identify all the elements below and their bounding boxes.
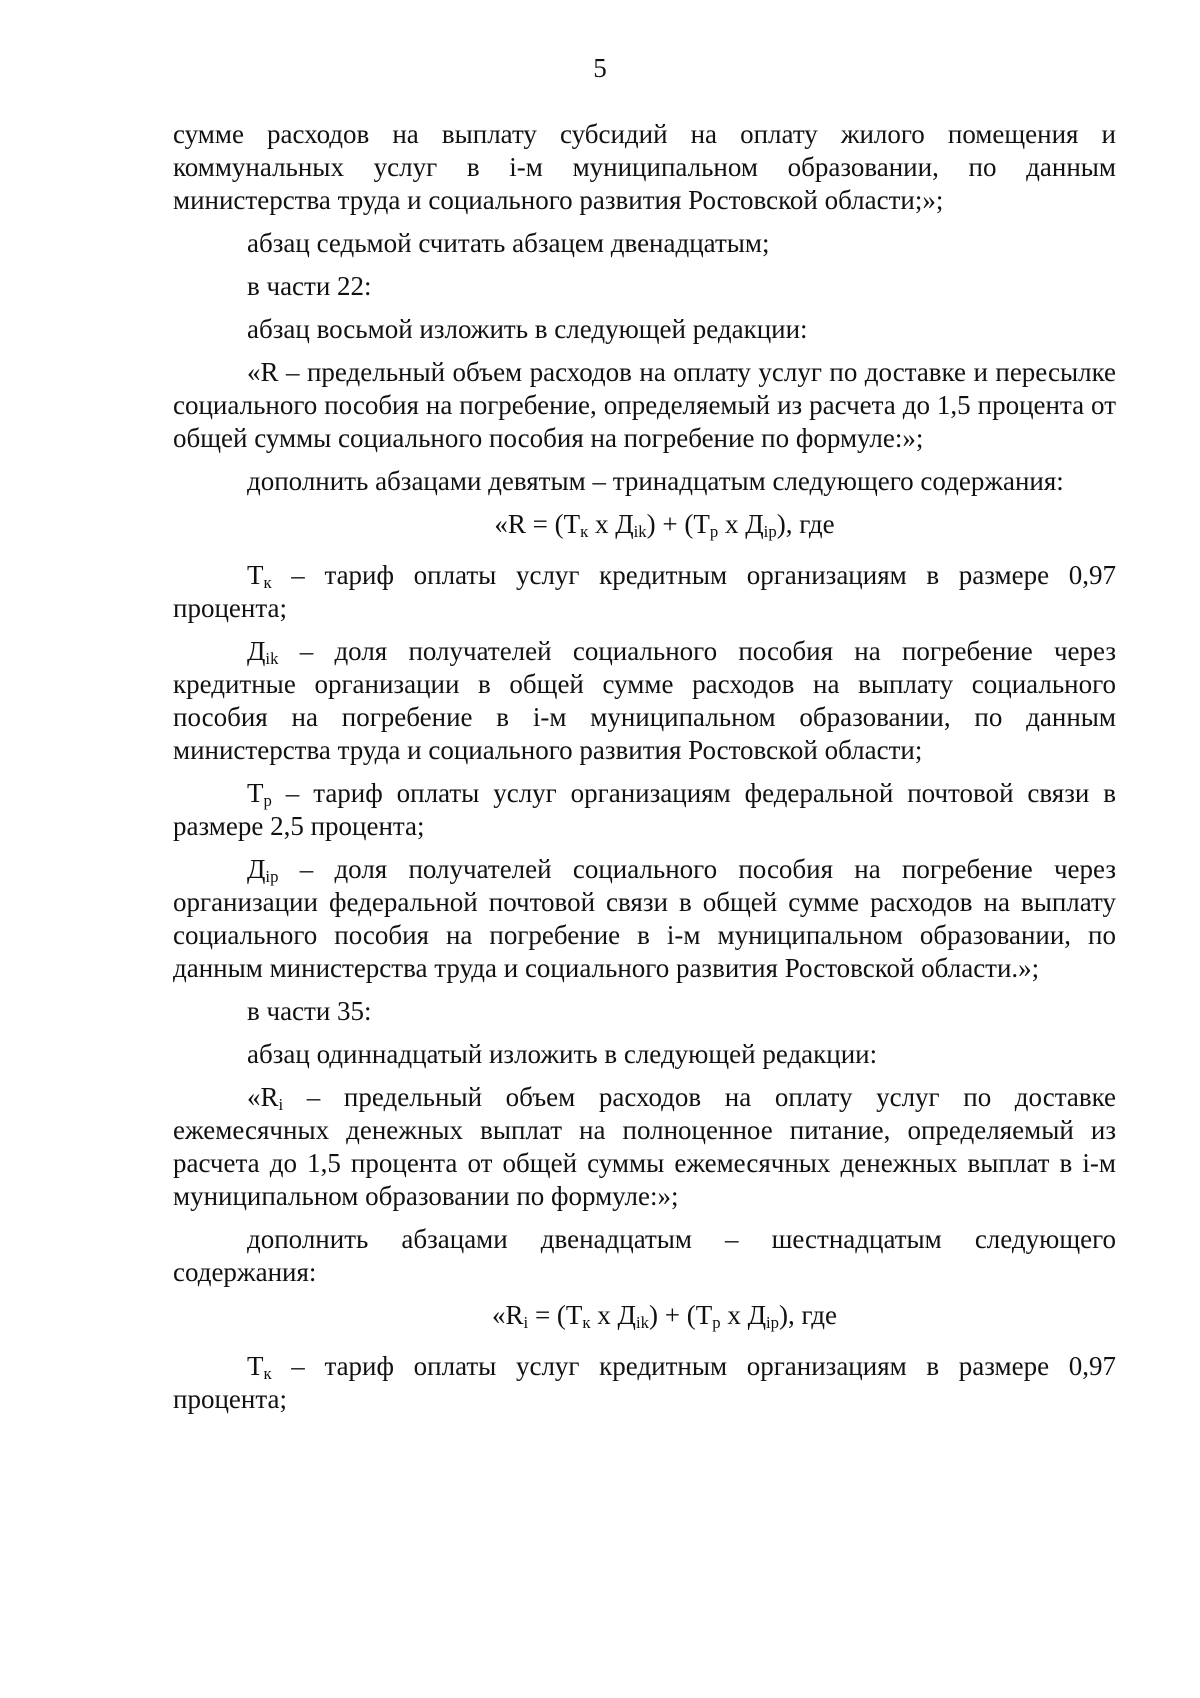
document-body [173, 118, 1116, 1426]
ri-text: – предельный объем расходов на оплату услуг по доставке ежемесячных денежных выплат на полноценное питание, определяемый из расчета до 1,5 процента от общей суммы ежемесячных денежных выплат в i-м муниципальном образовании по формуле:»; [173, 1082, 1116, 1211]
paragraph: «R – предельный объем расходов на оплату услуг по доставке и пересылке социального пособия на погребение, определяемый из расчета до 1,5 процента от общей суммы социального пособия на погребение по формуле:»; [173, 357, 1116, 453]
definition-tk-2 [173, 1350, 1116, 1416]
formula-part: ) + (Т [646, 509, 710, 539]
paragraph: дополнить абзацами двенадцатым – шестнадцатым следующего содержания: [173, 1224, 1116, 1287]
paragraph: дополнить абзацами девятым – тринадцатым следующего содержания: [247, 466, 1064, 496]
definition-symbol: Т [247, 778, 264, 808]
formula-subscript: ip [766, 1313, 780, 1333]
definition-subscript: ik [265, 649, 279, 669]
definition-text: – доля получателей социального пособия на погребение через организации федеральной почтовой связи в общей сумме расходов на выплату социального пособия на погребение в i-м муниципальном образовании, по данным министерства труда и социального развития Ростовской области.»; [173, 854, 1116, 983]
formula-subscript: к [580, 522, 589, 542]
definition-subscript: р [263, 791, 272, 811]
formula-subscript: к [582, 1313, 591, 1333]
paragraph: в части 35: [247, 996, 372, 1026]
formula-part: «R [492, 1300, 524, 1330]
paragraph: сумме расходов на выплату субсидий на оплату жилого помещения и коммунальных услуг в i-м муниципальном образовании, по данным министерства труда и социального развития Ростовской области;»; [173, 119, 1116, 215]
formula-part: х Д [590, 1300, 636, 1330]
formula-part: = (Т [525, 509, 581, 539]
definition-subscript: ip [265, 867, 279, 887]
definition-symbol: Т [247, 1351, 264, 1381]
formula-subscript: р [709, 522, 719, 542]
definition-text: – тариф оплаты услуг организациям федеральной почтовой связи в размере 2,5 процента; [173, 778, 1116, 841]
formula-part: ), где [779, 1300, 837, 1330]
paragraph: абзац восьмой изложить в следующей редакции: [247, 314, 808, 344]
formula-part: х Д [718, 509, 764, 539]
formula-part: ) + (Т [649, 1300, 713, 1330]
definition-text: – тариф оплаты услуг кредитным организациям в размере 0,97 процента; [173, 1351, 1116, 1414]
definition-subscript: к [263, 1364, 272, 1384]
paragraph-ri [173, 1081, 1116, 1213]
formula-subscript: ik [633, 522, 647, 542]
formula-subscript: ip [763, 522, 777, 542]
ri-symbol: «R [247, 1082, 279, 1112]
formula-subscript: ik [635, 1313, 649, 1333]
definition-dip [173, 853, 1116, 985]
definition-symbol: Д [247, 636, 266, 666]
formula-subscript: р [712, 1313, 721, 1333]
definition-dik [173, 635, 1116, 767]
definition-symbol: Т [247, 560, 264, 590]
formula-part: = (Т [528, 1300, 583, 1330]
formula-ri [173, 1299, 1116, 1332]
formula-part: х Д [720, 1300, 766, 1330]
page-number: 5 [593, 53, 607, 83]
definition-tk [173, 559, 1116, 625]
paragraph: абзац седьмой считать абзацем двенадцатым; [247, 228, 770, 258]
formula-part: ), где [776, 509, 835, 539]
definition-text: – тариф оплаты услуг кредитным организациям в размере 0,97 процента; [173, 560, 1116, 623]
formula-r [173, 508, 1116, 541]
definition-subscript: к [263, 573, 272, 593]
formula-subscript: i [523, 1313, 529, 1333]
ri-subscript: i [278, 1095, 284, 1115]
definition-tp [173, 777, 1116, 843]
definition-symbol: Д [247, 854, 266, 884]
formula-part: «R [494, 509, 526, 539]
paragraph: абзац одиннадцатый изложить в следующей редакции: [247, 1039, 878, 1069]
paragraph: в части 22: [247, 271, 372, 301]
definition-text: – доля получателей социального пособия на погребение через кредитные организации в общей сумме расходов на выплату социального пособия на погребение в i-м муниципальном образовании, по данным министерства труда и социального развития Ростовской области; [173, 636, 1116, 765]
formula-part: х Д [588, 509, 634, 539]
